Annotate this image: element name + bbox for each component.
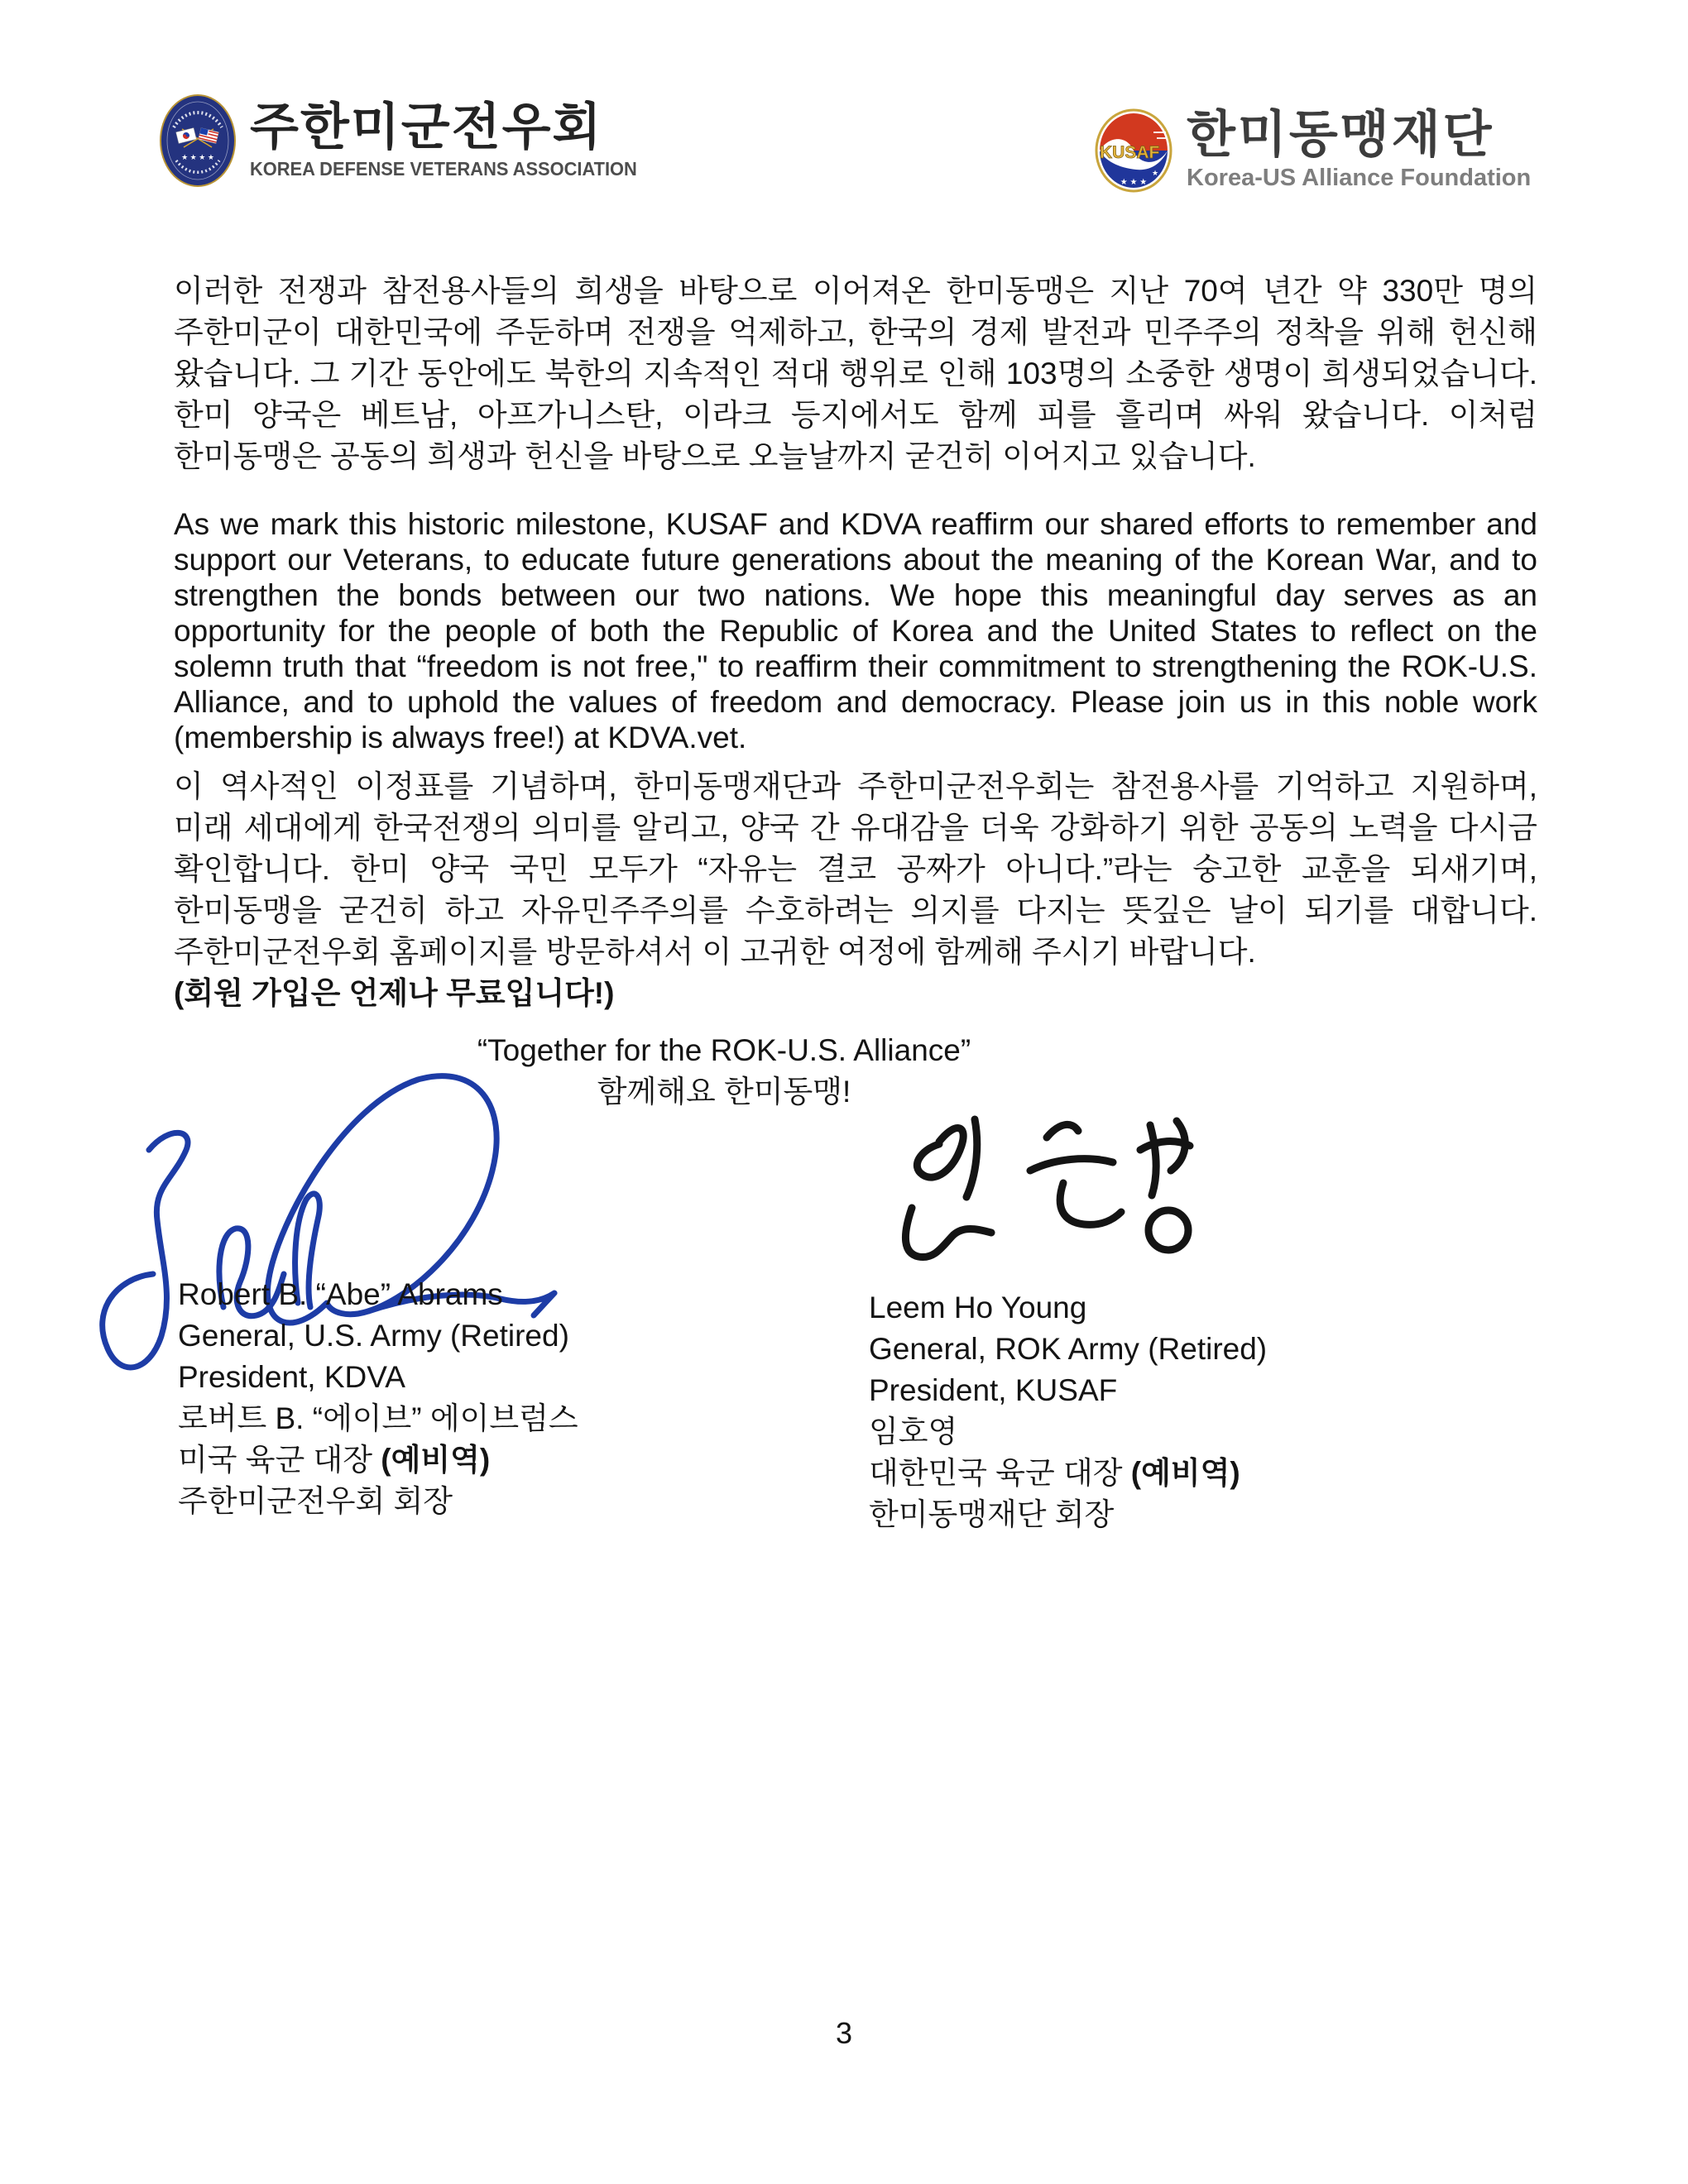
signer-korean-title: 대한민국 육군 대장 (예비역) xyxy=(869,1456,1240,1490)
tagline-english: “Together for the ROK-U.S. Alliance” xyxy=(477,1033,971,1067)
signer-korean-title: 미국 육군 대장 (예비역) xyxy=(178,1443,491,1477)
signer-korean-role: 한미동맹재단 회장 xyxy=(869,1497,1115,1531)
signer-block-kusaf xyxy=(869,1287,1267,1535)
kdva-logo xyxy=(159,93,657,189)
svg-text:★ ★ ★ ★: ★ ★ ★ ★ xyxy=(181,153,214,161)
signer-block-kdva xyxy=(178,1274,578,1522)
kdva-title-korean: 주한미군전우회 xyxy=(250,98,603,155)
paragraph-korean-2 xyxy=(174,766,1537,1014)
kdva-title-english: KOREA DEFENSE VETERANS ASSOCIATION xyxy=(250,157,637,180)
signer-name: Leem Ho Young xyxy=(869,1291,1087,1324)
kusaf-emblem-label: KUSAF xyxy=(1100,143,1160,162)
paragraph-english: As we mark this historic milestone, KUSAF and KDVA reaffirm our shared efforts to remember and support our Veterans, to educate future generations about the meaning of the Korean War, and to strengthen the bonds between our two nations. We hope this meaningful day serves as an opportunity for the people of both the Republic of Korea and the United States to reflect on the solemn truth that “freedom is not free," to reaffirm their commitment to strengthening the ROK-U.S. Alliance, and to uphold the values of freedom and democracy. Please join us in this noble work (membership is always free!) at KDVA.vet. xyxy=(174,507,1537,754)
kusaf-title-english: Korea-US Alliance Foundation xyxy=(1187,165,1532,191)
kusaf-title-korean: 한미동맹재단 xyxy=(1187,106,1494,162)
kdva-logo-text xyxy=(250,98,657,180)
paragraph-korean-2-body: 이 역사적인 이정표를 기념하며, 한미동맹재단과 주한미군전우회는 참전용사를 기억하고 지원하며, 미래 세대에게 한국전쟁의 의미를 알리고, 양국 간 유대감을 더욱 강화하기 위한 공동의 노력을 다시금 확인합니다. 한미 양국 국민 모두가 “자유는 결코 공짜가 아니다.”라는 숭고한 교훈을 되새기며, 한미동맹을 굳건히 하고 자유민주주의를 수호하려는 의지를 다지는 뜻깊은 날이 되기를 대합니다. 주한미군전우회 홈페이지를 방문하셔서 이 고귀한 여정에 함께해 주시기 바랍니다. xyxy=(174,769,1537,969)
signer-title: General, U.S. Army (Retired) xyxy=(178,1319,569,1353)
membership-note-korean: (회원 가입은 언제나 무료입니다!) xyxy=(174,976,615,1010)
svg-text:★: ★ xyxy=(1152,169,1159,177)
kusaf-logo xyxy=(1094,108,1531,194)
page-number: 3 xyxy=(835,2016,853,2050)
paragraph-korean-1: 이러한 전쟁과 참전용사들의 희생을 바탕으로 이어져온 한미동맹은 지난 70여 년간 약 330만 명의 주한미군이 대한민국에 주둔하며 전쟁을 억제하고, 한국의 경제 발전과 민주주의 정착을 위해 헌신해 왔습니다. 그 기간 동안에도 북한의 지속적인 적대 행위로 인해 103명의 소중한 생명이 희생되었습니다. 한미 양국은 베트남, 아프가니스탄, 이라크 등지에서도 함께 피를 흘리며 싸워 왔습니다. 이처럼 한미동맹은 공동의 희생과 헌신을 바탕으로 오늘날까지 굳건히 이어지고 있습니다. xyxy=(174,274,1537,473)
signer-role: President, KDVA xyxy=(178,1360,405,1394)
kusaf-emblem-icon xyxy=(1094,108,1173,194)
signer-role: President, KUSAF xyxy=(869,1373,1118,1407)
tagline-korean: 함께해요 한미동맹! xyxy=(597,1075,851,1109)
signer-name: Robert B. “Abe” Abrams xyxy=(178,1277,503,1311)
signer-korean-name: 로버트 B. “에이브” 에이브럼스 xyxy=(178,1401,578,1435)
svg-text:★ ★ ★: ★ ★ ★ xyxy=(1120,178,1148,187)
kusaf-logo-text xyxy=(1187,106,1532,192)
signer-korean-role: 주한미군전우회 회장 xyxy=(178,1484,453,1518)
leem-signature-image xyxy=(877,1104,1233,1286)
signer-title: General, ROK Army (Retired) xyxy=(869,1332,1268,1366)
kdva-emblem-icon xyxy=(159,93,237,189)
signer-korean-name: 임호영 xyxy=(869,1415,958,1449)
